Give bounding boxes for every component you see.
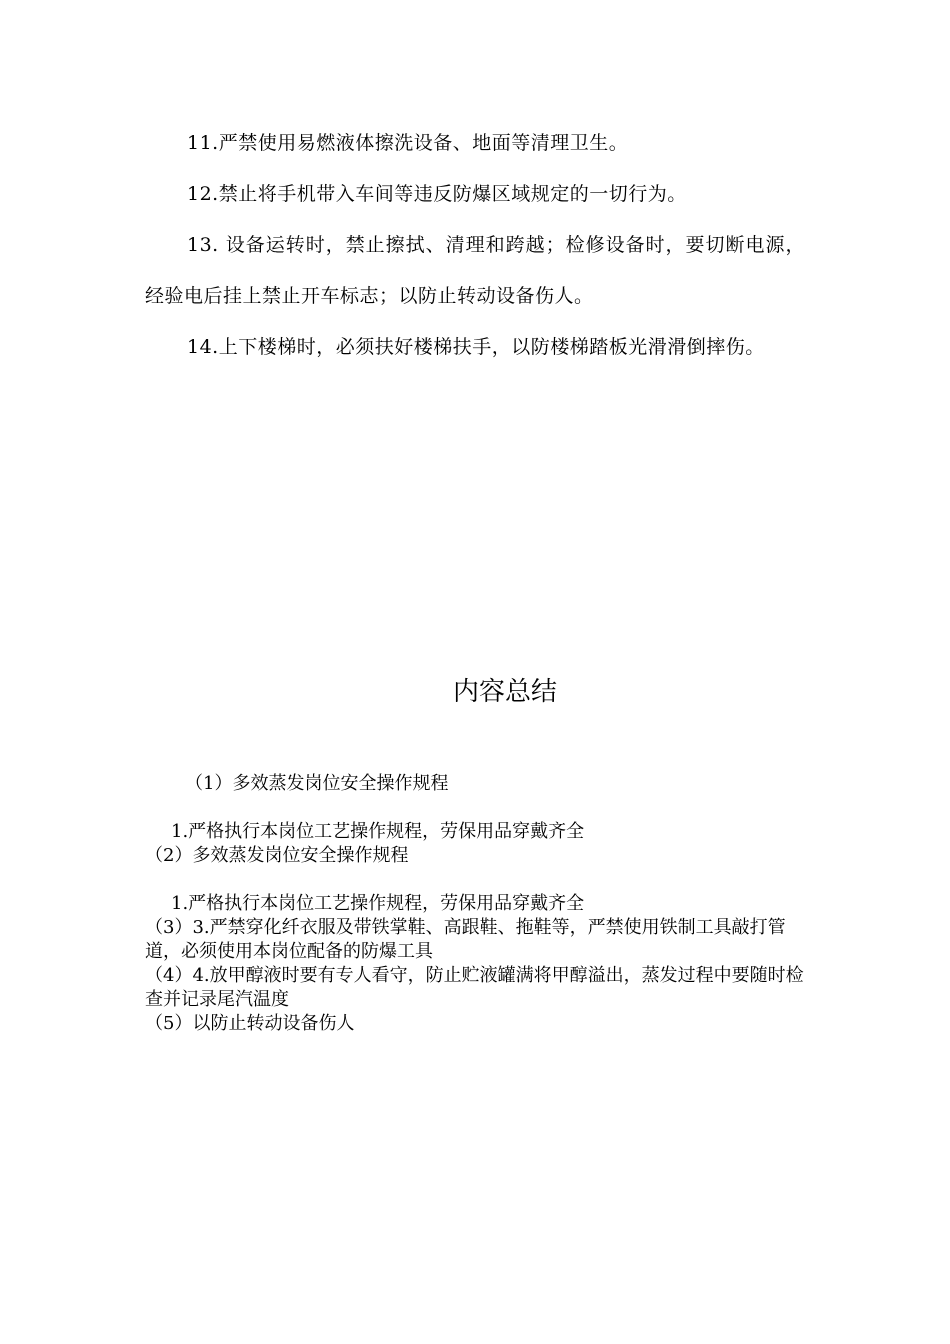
rule-paragraph-13: 13. 设备运转时，禁止擦拭、清理和跨越；检修设备时，要切断电源，经验电后挂上禁止开车标志；以防止转动设备伤人。 (145, 234, 805, 307)
summary-section (145, 772, 805, 1036)
summary-item-4: （4）4.放甲醇液时要有专人看守，防止贮液罐满将甲醇溢出，蒸发过程中要随时检查并记录尾汽温度 (145, 965, 804, 1010)
summary-item-3: （3）3.严禁穿化纤衣服及带铁掌鞋、高跟鞋、拖鞋等，严禁使用铁制工具敲打管道，必须使用本岗位配备的防爆工具 (145, 917, 786, 962)
safety-rules-section (145, 118, 805, 373)
summary-item-1-text: 1.严格执行本岗位工艺操作规程，劳保用品穿戴齐全 (171, 821, 585, 842)
summary-item-5: （5）以防止转动设备伤人 (145, 1013, 355, 1034)
rule-paragraph-12: 12.禁止将手机带入车间等违反防爆区域规定的一切行为。 (187, 183, 687, 205)
summary-item-1-heading: （1）多效蒸发岗位安全操作规程 (185, 773, 449, 794)
summary-item-2-text: 1.严格执行本岗位工艺操作规程，劳保用品穿戴齐全 (171, 893, 585, 914)
rule-paragraph-14: 14.上下楼梯时，必须扶好楼梯扶手，以防楼梯踏板光滑滑倒摔伤。 (187, 336, 765, 358)
summary-title: 内容总结 (452, 677, 557, 707)
rule-paragraph-11: 11.严禁使用易燃液体擦洗设备、地面等清理卫生。 (187, 132, 629, 154)
summary-item-2-heading: （2）多效蒸发岗位安全操作规程 (145, 845, 409, 866)
